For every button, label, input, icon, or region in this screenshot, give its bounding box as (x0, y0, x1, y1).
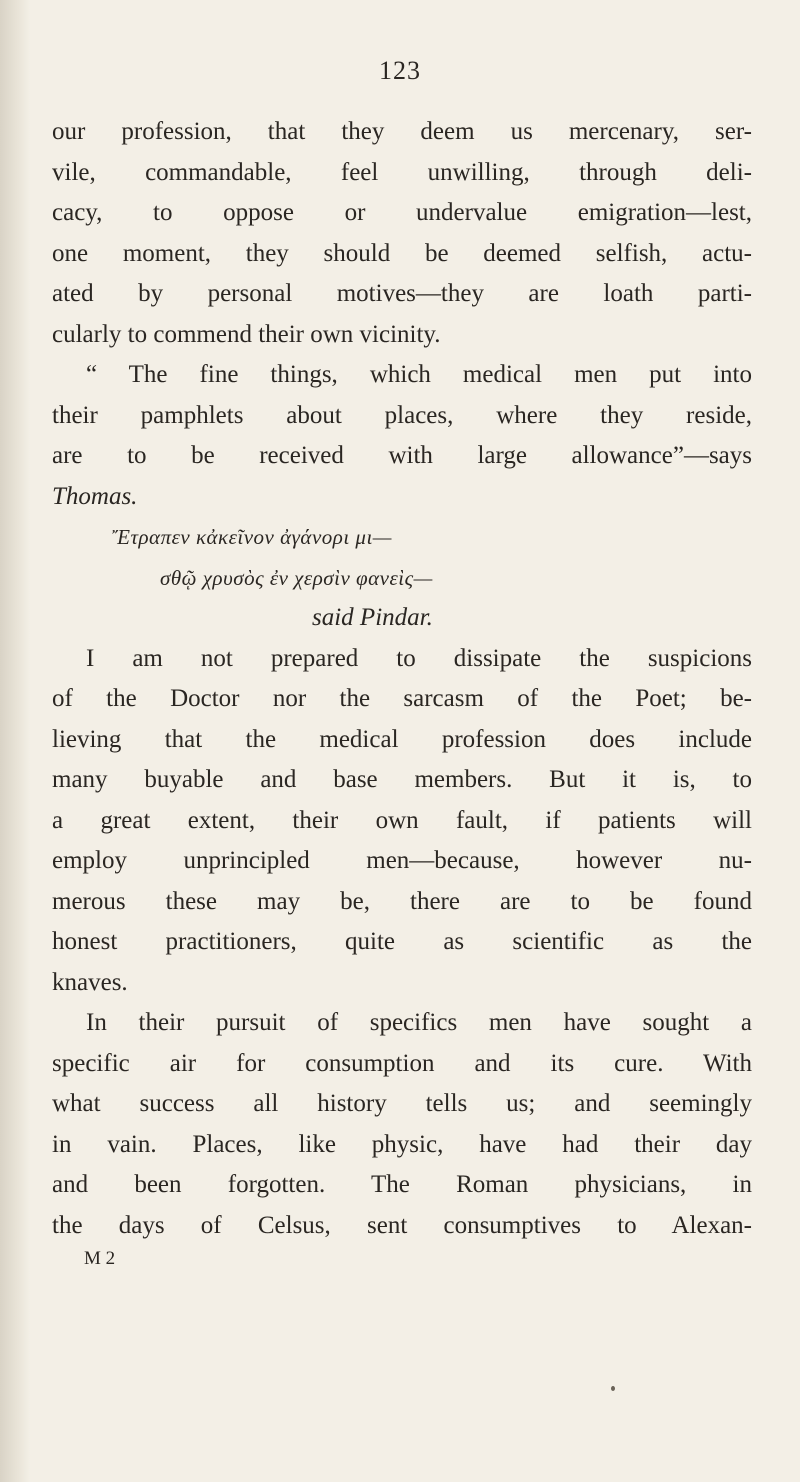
body-text (52, 112, 752, 1272)
text-line: In their pursuit of specifics men have sought a (86, 1009, 752, 1036)
text-line: of the Doctor nor the sarcasm of the Poet; be- (52, 685, 752, 712)
greek-quote-line: σθῷ χρυσὸς ἐν χερσὶν φανεὶς— (160, 565, 433, 590)
text-line: lieving that the medical profession does include (52, 725, 752, 753)
text-line: honest practitioners, quite as scientific as the (52, 928, 752, 955)
text-line: many buyable and base members. But it is, to (52, 766, 752, 793)
text-line: our profession, that they deem us mercenary, ser- (52, 118, 752, 145)
text-line: merous these may be, there are to be found (52, 887, 752, 915)
text-line: a great extent, their own fault, if patients will (52, 806, 752, 834)
text-line: in vain. Places, like physic, have had their day (52, 1130, 752, 1158)
text-line: “ The fine things, which medical men put into (86, 361, 752, 388)
page-number: 123 (379, 56, 421, 85)
text-line: are to be received with large allowance”—says (52, 442, 752, 469)
text-line: cacy, to oppose or undervalue emigration—lest, (52, 199, 752, 226)
attribution-text: said Pindar. (312, 604, 433, 631)
text-line: their pamphlets about places, where they reside, (52, 401, 752, 429)
ink-speck (611, 1386, 615, 1391)
text-line: employ unprincipled men—because, however nu- (52, 847, 752, 874)
text-line: the days of Celsus, sent consumptives to Alexan- (52, 1211, 752, 1239)
text-line: and been forgotten. The Roman physicians, in (52, 1171, 752, 1198)
text-line-author (52, 477, 752, 518)
quote-attribution (52, 598, 752, 639)
text-line: I am not prepared to dissipate the suspicions (86, 644, 752, 672)
greek-quote-line: Ἔτραπεν κἀκεῖνον ἀγάνορι μι— (112, 525, 392, 549)
page-gutter-shadow (0, 0, 30, 1482)
text-line: knaves. (52, 968, 128, 996)
author-name: Thomas. (52, 482, 138, 510)
signature-mark: M 2 (84, 1248, 116, 1269)
text-line: what success all history tells us; and seemingly (52, 1090, 752, 1117)
text-line: vile, commandable, feel unwilling, through deli- (52, 158, 752, 186)
text-line: cularly to commend their own vicinity. (52, 320, 441, 348)
text-line: one moment, they should be deemed selfish, actu- (52, 239, 752, 267)
text-line: ated by personal motives—they are loath parti- (52, 280, 752, 307)
text-line: specific air for consumption and its cure. With (52, 1049, 752, 1077)
